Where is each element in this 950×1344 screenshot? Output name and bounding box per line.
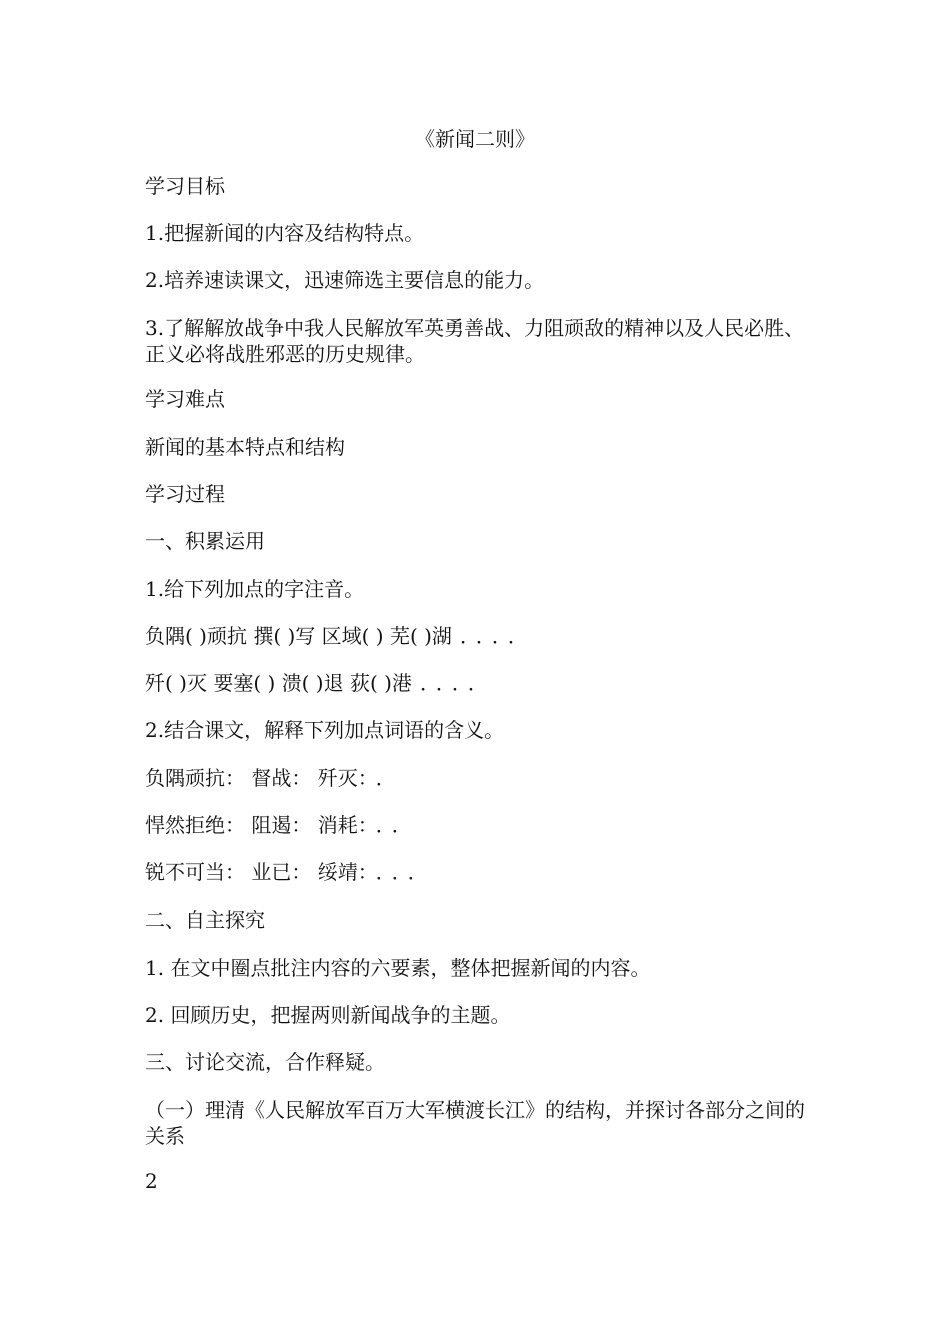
inquiry-item-2: 2. 回顾历史，把握两则新闻战争的主题。 bbox=[145, 1003, 511, 1027]
goal-item-2: 2.培养速读课文，迅速筛选主要信息的能力。 bbox=[145, 268, 545, 292]
difficulty-text: 新闻的基本特点和结构 bbox=[145, 435, 345, 459]
vocab-row-3 bbox=[145, 859, 815, 885]
inquiry-item-1: 1. 在文中圈点批注内容的六要素，整体把握新闻的内容。 bbox=[145, 956, 651, 980]
vocab-row-2 bbox=[145, 812, 815, 838]
section-three-heading: 三、讨论交流，合作释疑。 bbox=[145, 1050, 385, 1074]
emphasis-dots: ．．． bbox=[375, 860, 434, 884]
goal-item-3: 3.了解解放战争中我人民解放军英勇善战、力阻顽敌的精神以及人民必胜、正义必将战胜邪恶的历史规律。 bbox=[145, 316, 805, 366]
heading-learning-difficulty: 学习难点 bbox=[145, 387, 225, 411]
page-number: 2 bbox=[145, 1169, 158, 1193]
heading-learning-goals: 学习目标 bbox=[145, 174, 225, 198]
vocab-row-2-text: 悍然拒绝： 阻遏： 消耗： bbox=[145, 813, 368, 837]
heading-learning-process: 学习过程 bbox=[145, 482, 225, 506]
exercise-2-prompt: 2.结合课文，解释下列加点词语的含义。 bbox=[145, 718, 505, 742]
vocab-row-1-text: 负隅顽抗： 督战： 歼灭： bbox=[145, 766, 368, 790]
exercise-1-prompt: 1.给下列加点的字注音。 bbox=[145, 577, 365, 601]
emphasis-dots: ．．．． bbox=[459, 624, 534, 648]
pinyin-row-1 bbox=[145, 623, 815, 649]
emphasis-dots: ．．．． bbox=[419, 671, 494, 695]
section-two-heading: 二、自主探究 bbox=[145, 908, 265, 932]
pinyin-row-2 bbox=[145, 670, 815, 696]
discussion-item-1: （一）理清《人民解放军百万大军横渡长江》的结构，并探讨各部分之间的关系 bbox=[145, 1098, 805, 1148]
pinyin-row-2-text: 歼( )灭 要塞( ) 溃( )退 荻( )港 bbox=[145, 671, 412, 695]
document-title: 《新闻二则》 bbox=[415, 127, 535, 151]
emphasis-dots: ．． bbox=[375, 813, 418, 837]
vocab-row-3-text: 锐不可当： 业已： 绥靖： bbox=[145, 860, 368, 884]
pinyin-row-1-text: 负隅( )顽抗 撰( )写 区域( ) 芜( )湖 bbox=[145, 624, 452, 648]
section-one-heading: 一、积累运用 bbox=[145, 529, 265, 553]
vocab-row-1 bbox=[145, 765, 815, 791]
goal-item-1: 1.把握新闻的内容及结构特点。 bbox=[145, 221, 425, 245]
emphasis-dots: ． bbox=[375, 766, 402, 790]
